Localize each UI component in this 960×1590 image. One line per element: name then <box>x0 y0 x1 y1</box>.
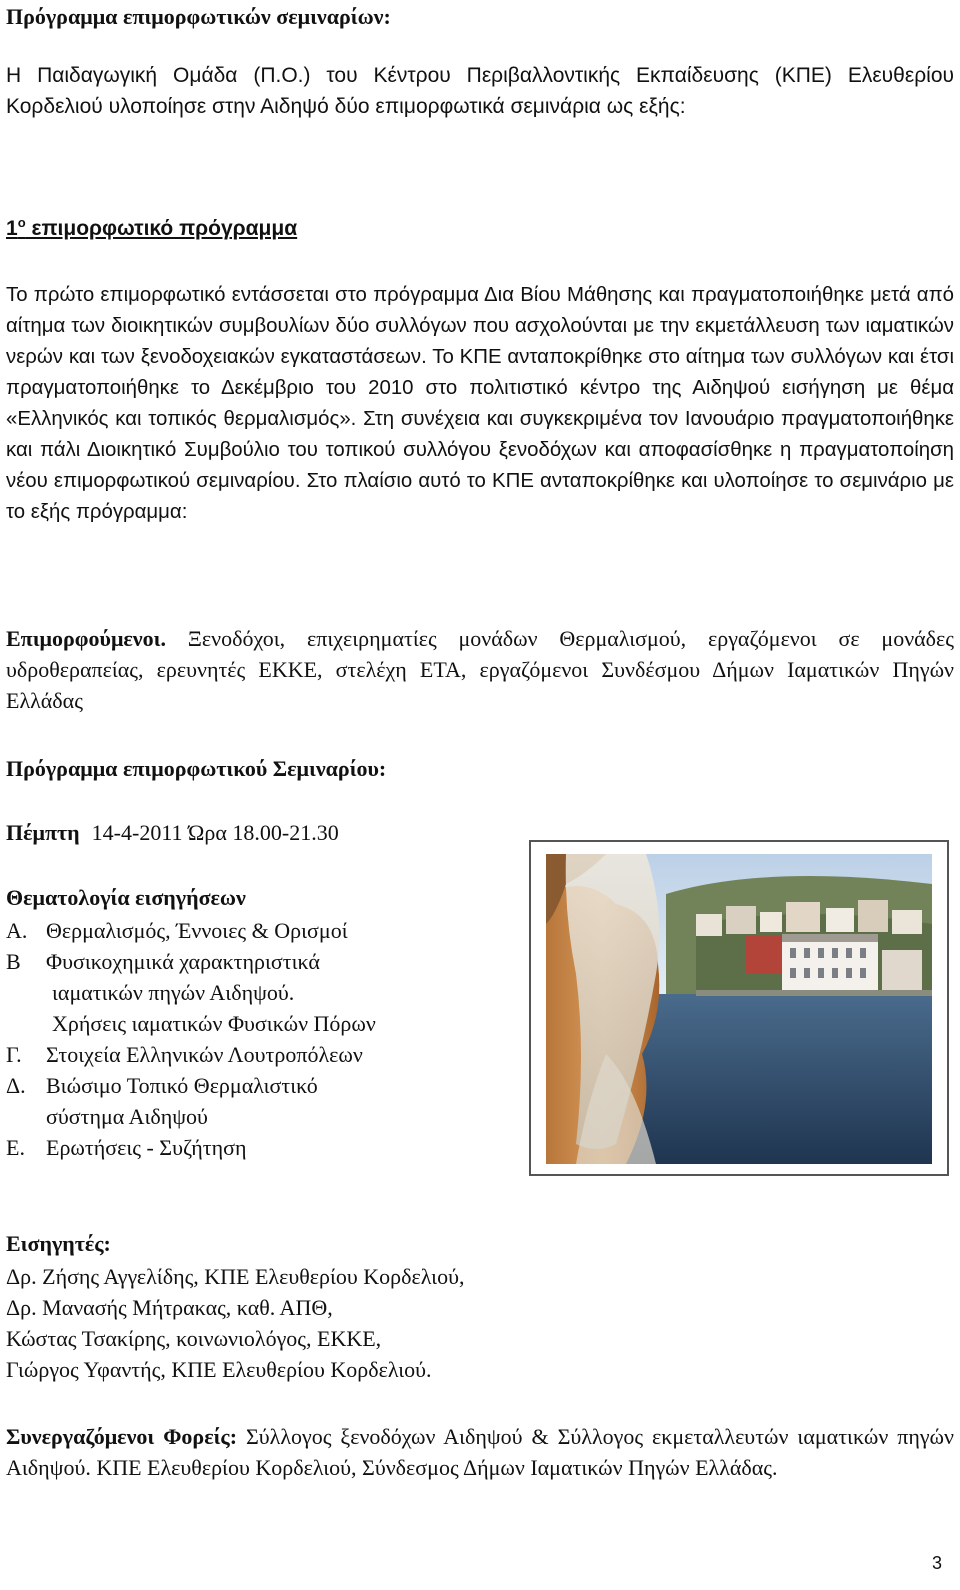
topic-item <box>6 915 506 946</box>
topic-continuation <box>6 1008 506 1039</box>
program-number: 1 <box>6 217 18 240</box>
topic-letter: Β <box>6 949 21 974</box>
photo-illustration <box>546 854 932 1164</box>
program-ordinal: ο <box>17 215 26 230</box>
speakers-heading: Εισηγητές: <box>6 1231 111 1256</box>
topic-continuation <box>6 1101 506 1132</box>
topics-list <box>6 915 506 1163</box>
partners-paragraph <box>6 1421 954 1483</box>
trainees-label: Επιμορφούμενοι. <box>6 626 166 651</box>
speaker-item: Κώστας Τσακίρης, κοινωνιολόγος, ΕΚΚΕ, <box>6 1326 382 1351</box>
topic-item <box>6 1070 506 1101</box>
trainees-text: Ξενοδόχοι, επιχειρηματίες μονάδων Θερμαλισμού, εργαζόμενοι σε μονάδες υδροθεραπείας, ερευνητές ΕΚΚΕ, στελέχη ΕΤΑ, εργαζόμενοι Συνδέσμου Δήμων Ιαματικών Πηγών Ελλάδας <box>6 626 954 713</box>
topic-text: Φυσικοχημικά χαρακτηριστικά <box>46 949 320 974</box>
topic-item <box>6 1039 506 1070</box>
topic-item <box>6 946 506 977</box>
topic-item <box>6 1132 506 1163</box>
seminar-date-time: 14-4-2011 Ώρα 18.00-21.30 <box>91 820 339 845</box>
topic-text: ιαματικών πηγών Αιδηψού. <box>52 980 295 1005</box>
page-top-title: Πρόγραμμα επιμορφωτικών σεμιναρίων: <box>6 4 391 29</box>
shore-shape <box>696 990 932 996</box>
topic-text: Θερμαλισμός, Έννοιες & Ορισμοί <box>46 918 348 943</box>
topic-letter: Ε. <box>6 1135 25 1160</box>
program-heading <box>6 214 297 244</box>
speaker-item: Δρ. Μανασής Μήτρακας, καθ. ΑΠΘ, <box>6 1295 333 1320</box>
trainees-paragraph <box>6 623 954 716</box>
partners-label: Συνεργαζόμενοι Φορείς: <box>6 1424 238 1449</box>
seminar-date-line <box>6 818 339 848</box>
seminar-day: Πέμπτη <box>6 820 80 845</box>
topic-text: Ερωτήσεις - Συζήτηση <box>46 1135 247 1160</box>
topic-text: Στοιχεία Ελληνικών Λουτροπόλεων <box>46 1042 363 1067</box>
topic-text: Χρήσεις ιαματικών Φυσικών Πόρων <box>52 1011 376 1036</box>
speakers-list <box>6 1261 464 1385</box>
seminar-heading: Πρόγραμμα επιμορφωτικού Σεμιναρίου: <box>6 756 387 781</box>
topic-text: Βιώσιμο Τοπικό Θερμαλιστικό <box>46 1073 318 1098</box>
topics-heading: Θεματολογία εισηγήσεων <box>6 885 246 910</box>
page-number: 3 <box>931 1553 942 1573</box>
topic-continuation <box>6 977 506 1008</box>
topic-letter: Α. <box>6 918 28 943</box>
speaker-item: Γιώργος Υφαντής, ΚΠΕ Ελευθερίου Κορδελιού. <box>6 1357 432 1382</box>
topic-text: σύστημα Αιδηψού <box>46 1104 208 1129</box>
thermal-springs-photo <box>529 840 949 1176</box>
program-heading-text: επιμορφωτικό πρόγραμμα <box>25 217 298 240</box>
topic-letter: Γ. <box>6 1042 22 1067</box>
partners-text: Σύλλογος ξενοδόχων Αιδηψού & Σύλλογος εκμεταλλευτών ιαματικών πηγών Αιδηψού. ΚΠΕ Ελευθερίου Κορδελιού, Σύνδεσμος Δήμων Ιαματικών Πηγών Ελλάδας. <box>6 1424 954 1480</box>
program-description: Το πρώτο επιμορφωτικό εντάσσεται στο πρόγραμμα Δια Βίου Μάθησης και πραγματοποιήθηκε μετά από αίτημα των διοικητικών συμβουλίων δύο συλλόγων που ασχολούνται με την εκμετάλλευση των ιαματικών νερών και των ξενοδοχειακών εγκαταστάσεων. Το ΚΠΕ ανταποκρίθηκε στο αίτημα των συλλόγων και έτσι πραγματοποιήθηκε το Δεκέμβριο του 2010 στο πολιτιστικό κέντρο της Αιδηψού εισήγηση με θέμα «Ελληνικός και τοπικός θερμαλισμός». Στη συνέχεια και συγκεκριμένα τον Ιανουάριο πραγματοποιήθηκε και πάλι Διοικητικό Συμβούλιο του τοπικού συλλόγου ξενοδόχων και αποφασίσθηκε η πραγματοποίηση νέου επιμορφωτικού σεμιναρίου. Στο πλαίσιο αυτό το ΚΠΕ ανταποκρίθηκε και υλοποίησε το σεμινάριο με το εξής πρόγραμμα: <box>6 284 954 523</box>
topic-letter: Δ. <box>6 1073 26 1098</box>
intro-paragraph: Η Παιδαγωγική Ομάδα (Π.Ο.) του Κέντρου Περιβαλλοντικής Εκπαίδευσης (ΚΠΕ) Ελευθερίου Κορδελιού υλοποίησε στην Αιδηψό δύο επιμορφωτικά σεμινάρια ως εξής: <box>6 64 954 118</box>
speaker-item: Δρ. Ζήσης Αγγελίδης, ΚΠΕ Ελευθερίου Κορδελιού, <box>6 1264 465 1289</box>
